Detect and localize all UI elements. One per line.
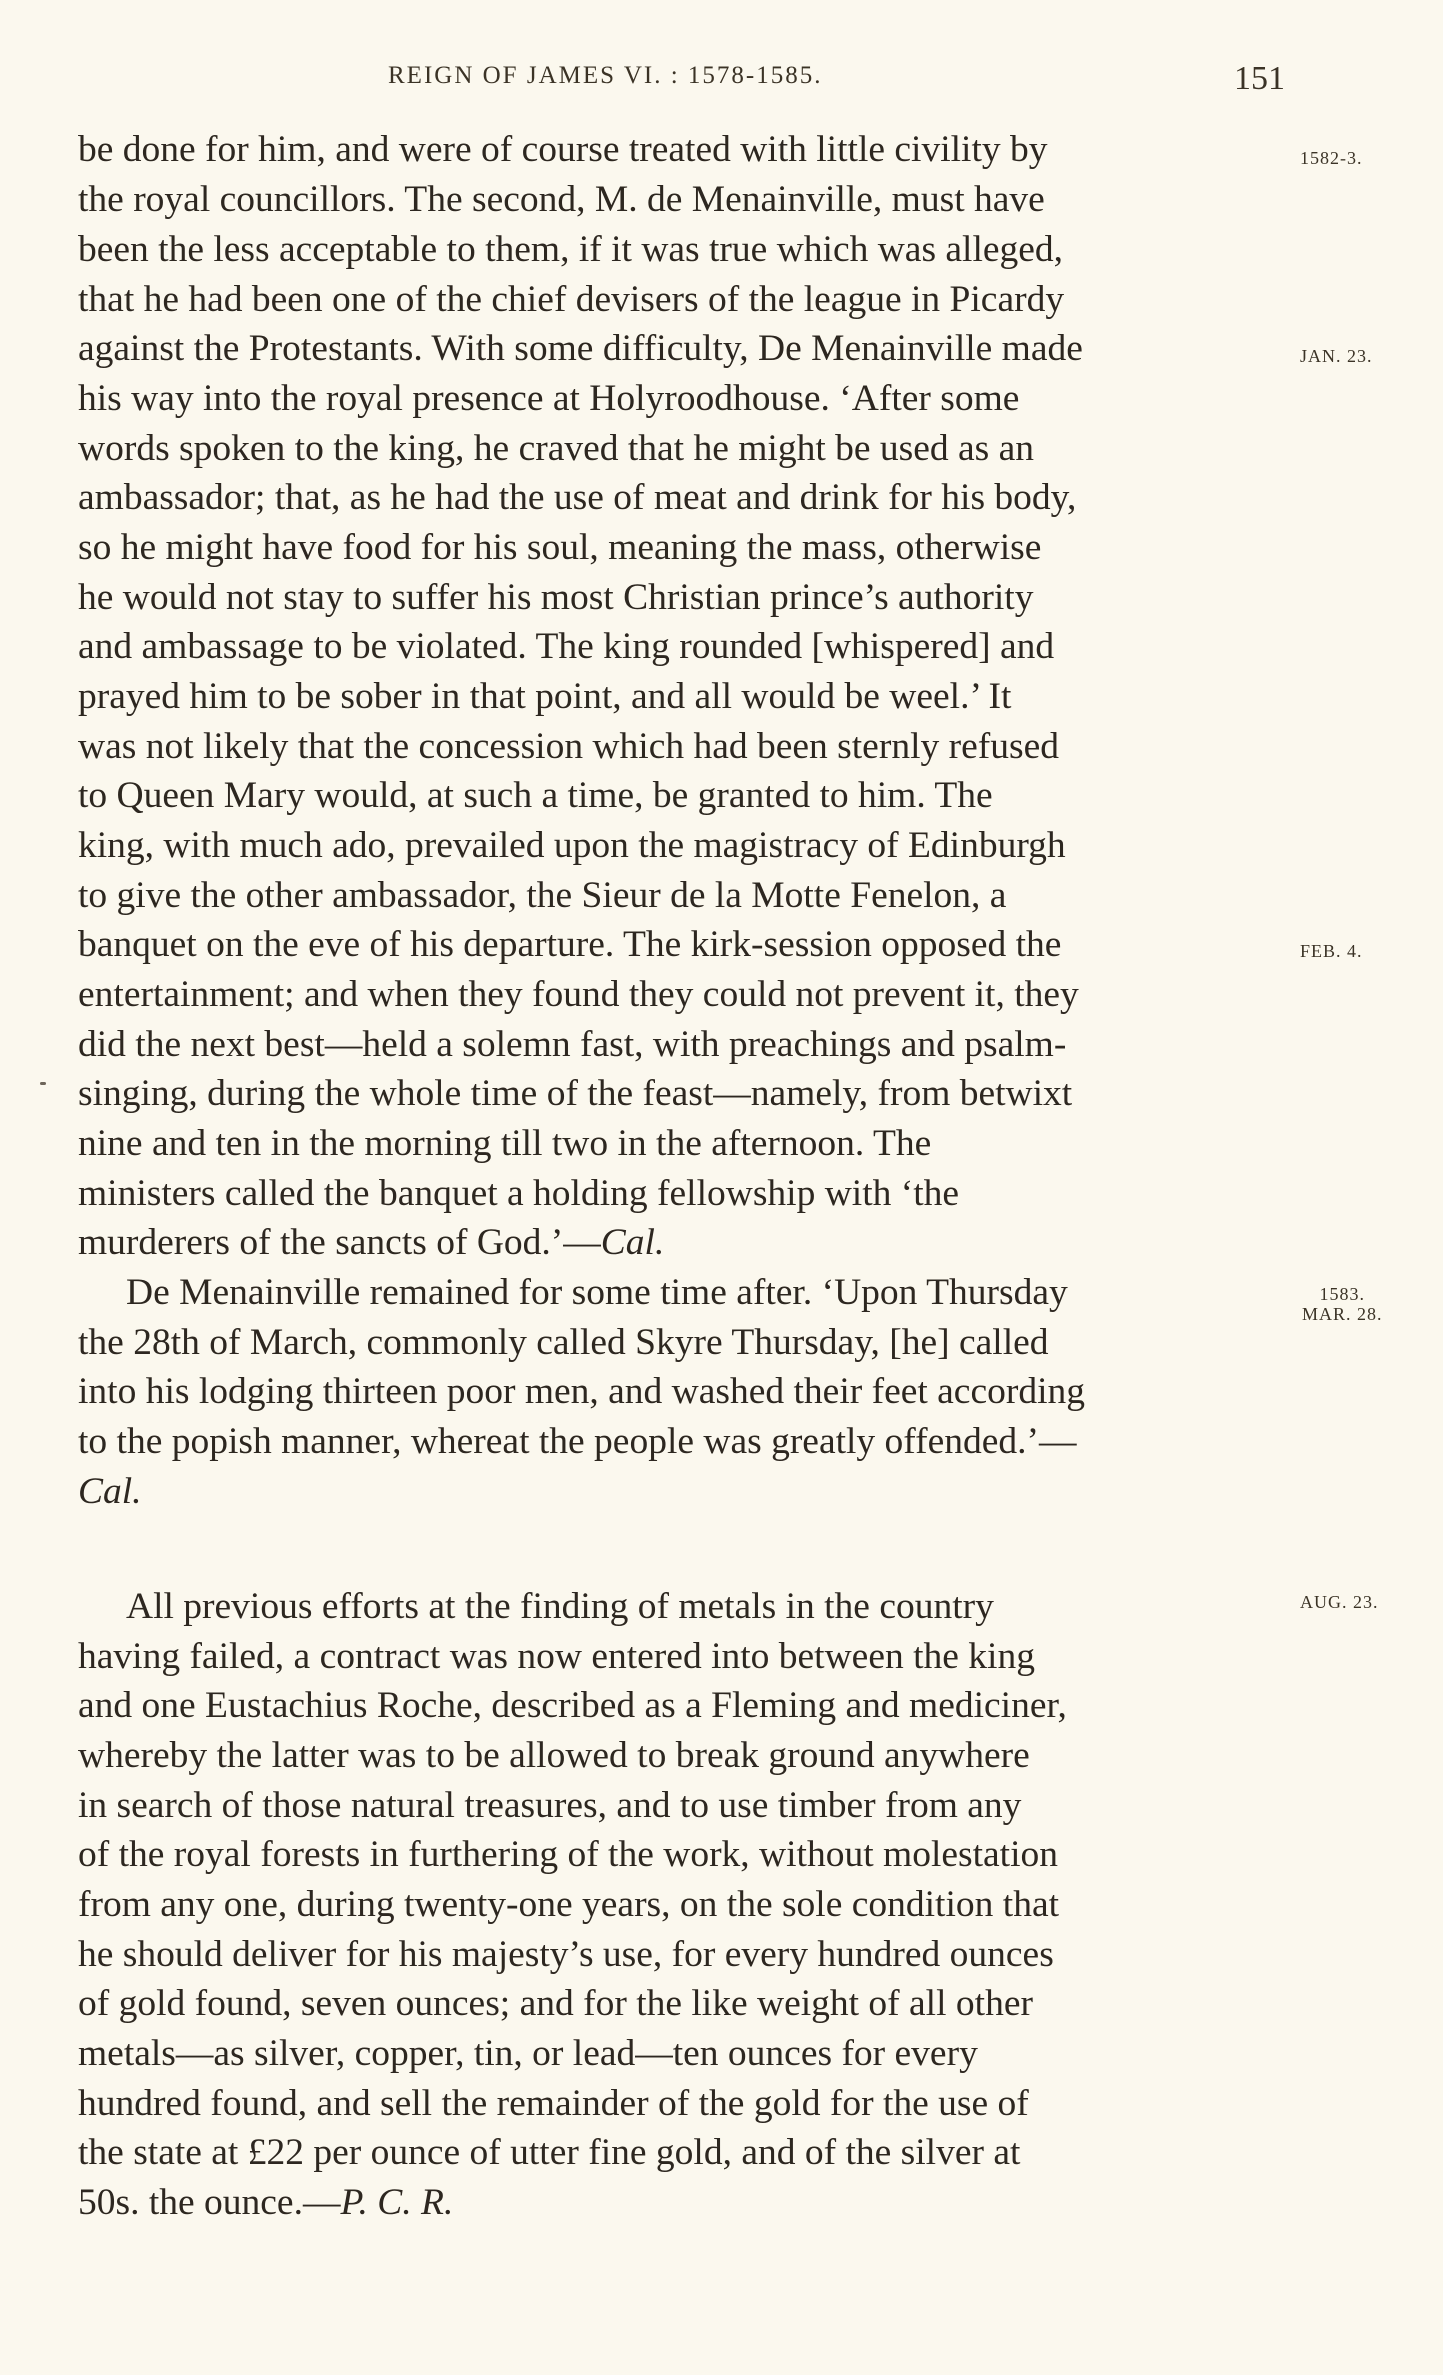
citation-pcr: P. C. R. <box>340 2182 454 2223</box>
text-line: did the next best—held a solemn fast, with preachings and psalm- <box>78 1024 1067 1065</box>
margin-note-1583-date: MAR. 28. <box>1302 1304 1383 1324</box>
text-line: whereby the latter was to be allowed to break ground anywhere <box>78 1735 1030 1776</box>
text-line: and ambassage to be violated. The king rounded [whispered] and <box>78 626 1055 667</box>
text-line: entertainment; and when they found they could not prevent it, they <box>78 974 1079 1015</box>
text-line: De Menainville remained for some time after. ‘Upon Thursday <box>126 1272 1068 1313</box>
text-line: prayed him to be sober in that point, and all would be weel.’ It <box>78 676 1012 717</box>
text-line: he should deliver for his majesty’s use, for every hundred ounces <box>78 1934 1054 1975</box>
text-line: and one Eustachius Roche, described as a Fleming and mediciner, <box>78 1685 1067 1726</box>
margin-note-1583 <box>1302 1284 1383 1324</box>
text-line: banquet on the eve of his departure. The kirk-session opposed the <box>78 924 1062 965</box>
text-line: the state at £22 per ounce of utter fine gold, and of the silver at <box>78 2132 1021 2173</box>
text-line: in search of those natural treasures, and to use timber from any <box>78 1785 1022 1826</box>
text-line: was not likely that the concession which had been sternly refused <box>78 726 1059 767</box>
margin-note-aug: AUG. 23. <box>1300 1592 1379 1612</box>
text-line: that he had been one of the chief devisers of the league in Picardy <box>78 279 1065 320</box>
text-line-body: murderers of the sancts of God.’— <box>78 1222 601 1263</box>
text-line: of gold found, seven ounces; and for the like weight of all other <box>78 1983 1033 2024</box>
running-head: REIGN OF JAMES VI. : 1578-1585. <box>388 62 823 89</box>
text-line: the 28th of March, commonly called Skyre Thursday, [he] called <box>78 1322 1049 1363</box>
margin-note-jan: JAN. 23. <box>1300 346 1373 366</box>
text-line-body: 50s. the ounce.— <box>78 2182 341 2223</box>
text-line: nine and ten in the morning till two in the afternoon. The <box>78 1123 932 1164</box>
text-line: having failed, a contract was now entered into between the king <box>78 1636 1035 1677</box>
margin-note-year: 1582-3. <box>1300 148 1363 168</box>
citation-cal: Cal. <box>78 1471 142 1512</box>
text-line: hundred found, and sell the remainder of the gold for the use of <box>78 2083 1029 2124</box>
text-line: singing, during the whole time of the feast—namely, from betwixt <box>78 1073 1073 1114</box>
citation-cal: Cal. <box>600 1222 665 1263</box>
margin-note-feb: FEB. 4. <box>1300 941 1363 961</box>
page-number: 151 <box>1234 60 1285 97</box>
text-line: against the Protestants. With some difficulty, De Menainville made <box>78 328 1083 369</box>
text-line: All previous efforts at the finding of metals in the country <box>126 1586 994 1627</box>
text-line: ambassador; that, as he had the use of meat and drink for his body, <box>78 477 1077 518</box>
text-line: so he might have food for his soul, meaning the mass, otherwise <box>78 527 1042 568</box>
text-line: from any one, during twenty-one years, on the sole condition that <box>78 1884 1060 1925</box>
stray-mark <box>40 1082 46 1085</box>
text-line: words spoken to the king, he craved that he might be used as an <box>78 428 1035 469</box>
margin-note-1583-year: 1583. <box>1319 1284 1365 1304</box>
text-line: king, with much ado, prevailed upon the magistracy of Edinburgh <box>78 825 1066 866</box>
text-line: to Queen Mary would, at such a time, be granted to him. The <box>78 775 993 816</box>
text-line: of the royal forests in furthering of the work, without molestation <box>78 1834 1058 1875</box>
text-line <box>78 1221 664 1264</box>
text-line: his way into the royal presence at Holyroodhouse. ‘After some <box>78 378 1020 419</box>
text-line: been the less acceptable to them, if it was true which was alleged, <box>78 229 1064 270</box>
text-line: ministers called the banquet a holding fellowship with ‘the <box>78 1173 960 1214</box>
text-line: into his lodging thirteen poor men, and washed their feet according <box>78 1371 1086 1412</box>
text-line: be done for him, and were of course treated with little civility by <box>78 129 1048 170</box>
text-line <box>78 1470 142 1513</box>
text-line: to the popish manner, whereat the people was greatly offended.’— <box>78 1421 1077 1462</box>
text-line <box>78 2181 453 2224</box>
text-line: to give the other ambassador, the Sieur de la Motte Fenelon, a <box>78 875 1007 916</box>
text-line: he would not stay to suffer his most Christian prince’s authority <box>78 577 1034 618</box>
text-line: the royal councillors. The second, M. de Menainville, must have <box>78 179 1045 220</box>
text-line: metals—as silver, copper, tin, or lead—ten ounces for every <box>78 2033 978 2074</box>
